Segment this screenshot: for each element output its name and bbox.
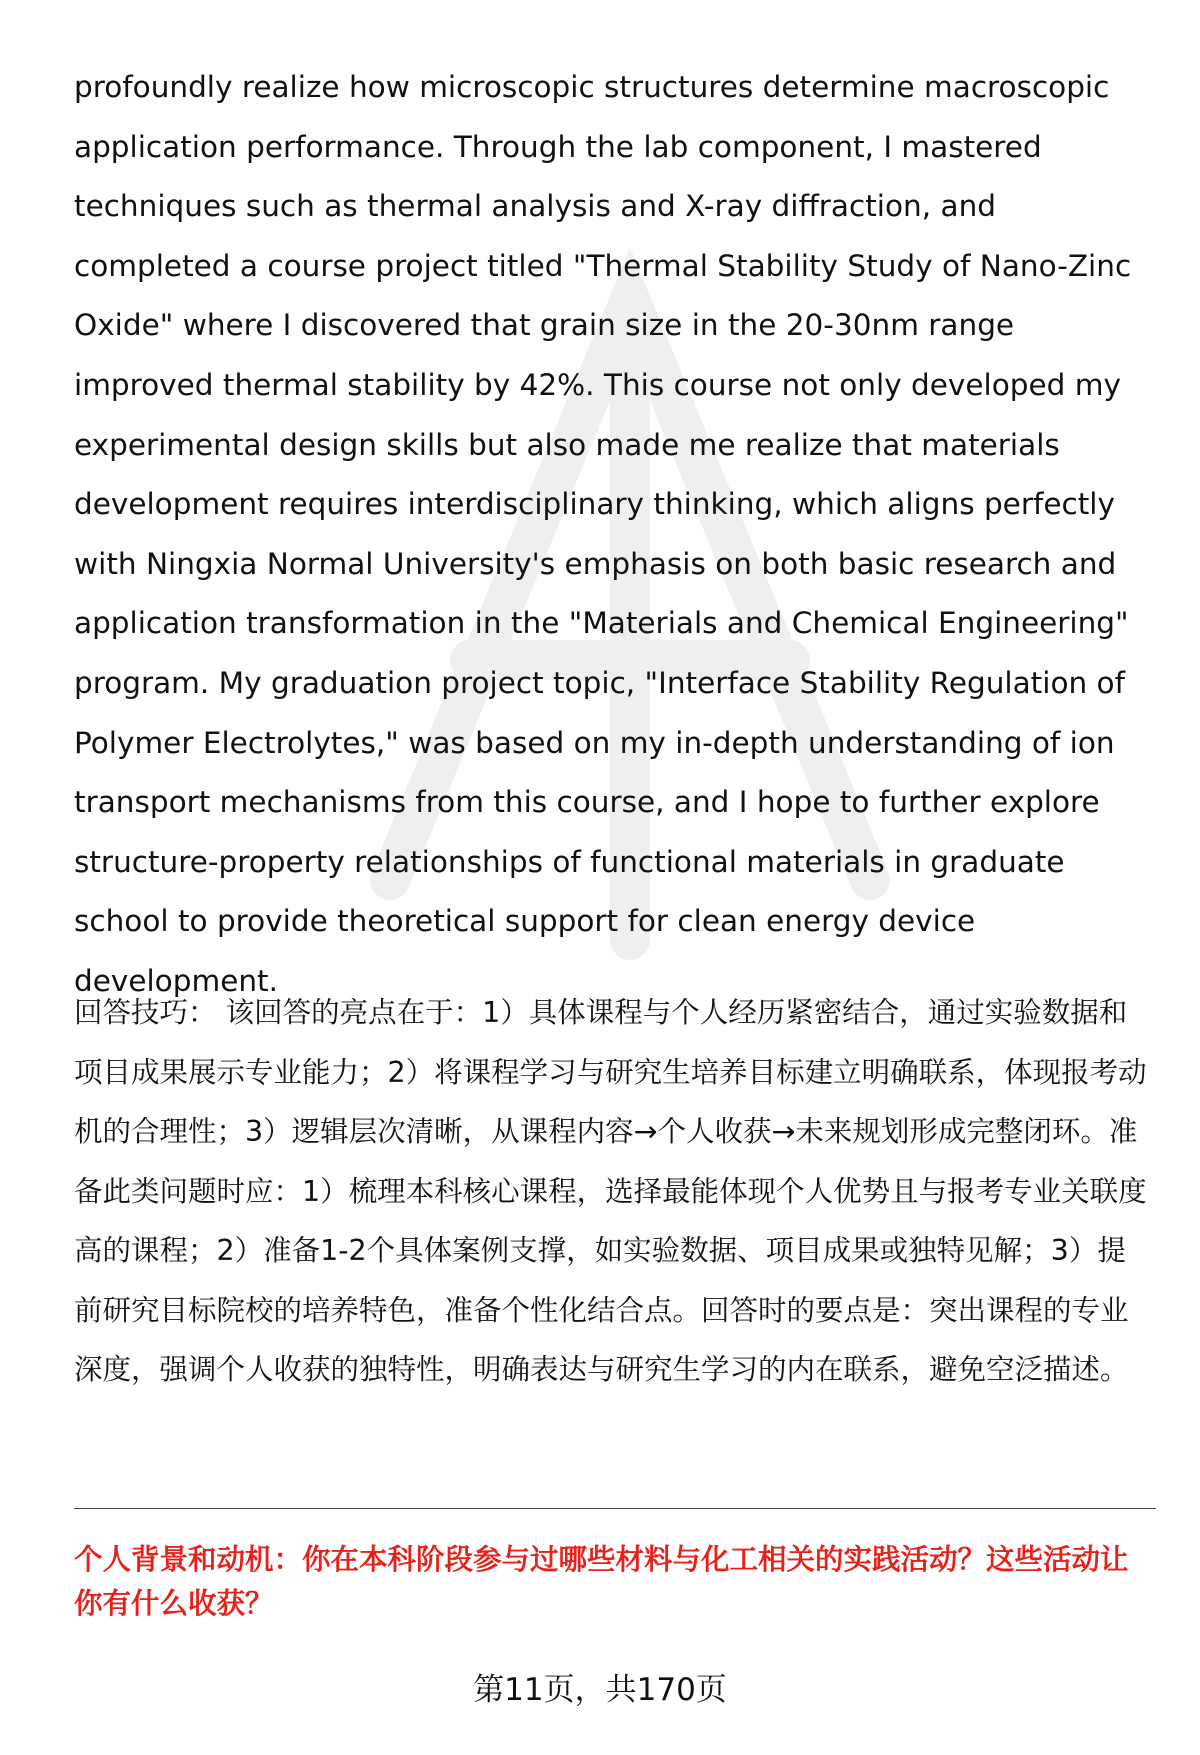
answer-paragraph: profoundly realize how microscopic structures determine macroscopic application performance. Through the lab component, I mastered techniques such as thermal analysis and X-ray diffraction, and completed a course project titled "Thermal Stability Study of Nano-Zinc Oxide" where I discovered that grain size in the 20-30nm range improved thermal stability by 42%. This course not only developed my experimental design skills but also made me realize that materials development requires interdisciplinary thinking, which aligns perfectly with Ningxia Normal University's emphasis on both basic research and application transformation in the "Materials and Chemical Engineering" program. My graduation project topic, "Interface Stability Regulation of Polymer Electrolytes," was based on my in-depth understanding of ion transport mechanisms from this course, and I hope to further explore structure-property relationships of functional materials in graduate school to provide theoretical support for clean energy device development. [74, 70, 1132, 998]
tips-label: 回答技巧： [74, 996, 217, 1029]
section-divider [74, 1508, 1156, 1509]
answer-tips-paragraph [74, 983, 1154, 1400]
page-number-footer: 第11页，共170页 [473, 1672, 727, 1708]
next-question-heading: 个人背景和动机：你在本科阶段参与过哪些材料与化工相关的实践活动？这些活动让你有什么收获？ [74, 1543, 1129, 1620]
tips-text: 该回答的亮点在于：1）具体课程与个人经历紧密结合，通过实验数据和项目成果展示专业能力；2）将课程学习与研究生培养目标建立明确联系，体现报考动机的合理性；3）逻辑层次清晰，从课程内容→个人收获→未来规划形成完整闭环。准备此类问题时应：1）梳理本科核心课程，选择最能体现个人优势且与报考专业关联度高的课程；2）准备1-2个具体案例支撑，如实验数据、项目成果或独特见解；3）提前研究目标院校的培养特色，准备个性化结合点。回答时的要点是：突出课程的专业深度，强调个人收获的独特性，明确表达与研究生学习的内在联系，避免空泛描述。 [74, 996, 1147, 1386]
